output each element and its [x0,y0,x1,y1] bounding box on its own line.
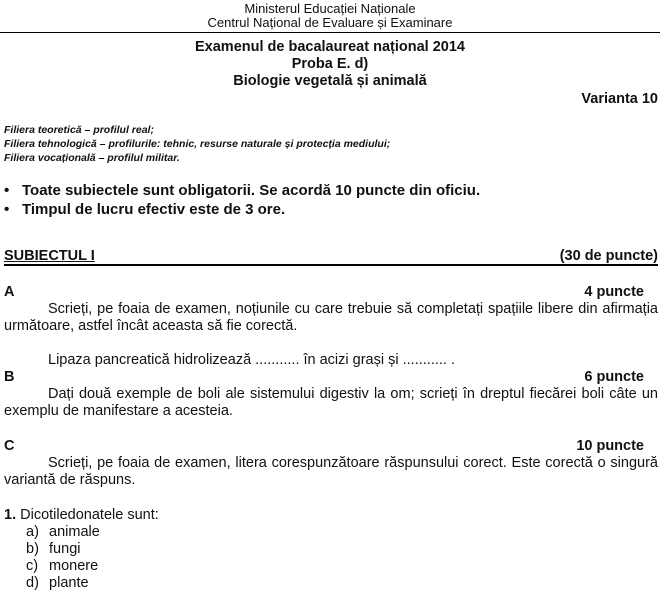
header-divider [0,32,660,33]
exam-subject: Biologie vegetală și animală [233,73,427,89]
section-a-statement: Lipaza pancreatică hidrolizează ........... în acizi grași și ........... . [48,352,455,368]
section-a-points: 4 puncte [584,284,644,300]
filiera-teoretica: Filiera teoretică – profilul real; [4,124,154,136]
option-text: fungi [49,541,81,557]
option-item [26,575,100,592]
subiect-heading [4,248,658,266]
option-item [26,524,100,541]
exam-proba: Proba E. d) [291,56,369,72]
option-letter: c) [26,558,39,574]
section-b-letter: B [4,369,15,385]
section-c-letter: C [4,438,15,454]
section-c-points: 10 puncte [576,438,644,454]
center-name: Centrul Național de Evaluare și Examinare [207,15,453,30]
option-letter: b) [26,541,39,557]
ministry-name: Ministerul Educației Naționale [244,1,416,16]
exam-rules [4,181,480,219]
option-text: plante [49,575,89,591]
question-1-options [26,524,100,592]
option-text: monere [49,558,99,574]
question-1 [4,507,159,523]
section-a-letter: A [4,284,15,300]
rule-item: • Timpul de lucru efectiv este de 3 ore. [4,200,480,219]
option-text: animale [49,524,100,540]
question-number: 1. [4,507,17,523]
option-item [26,558,100,575]
section-a-instruction: Scrieți, pe foaia de examen, noțiunile cu care trebuie să completați spațiile libere din afirmația următoare, astfel încât aceasta să fie corectă. [4,301,658,334]
exam-varianta: Varianta 10 [581,91,658,107]
option-letter: a) [26,524,39,540]
exam-title: Examenul de bacalaureat național 2014 [195,39,465,55]
option-letter: d) [26,575,39,591]
subiect-points: (30 de puncte) [559,248,658,264]
section-c-instruction: Scrieți, pe foaia de examen, litera corespunzătoare răspunsului corect. Este corectă o singură variantă de răspuns. [4,455,658,488]
subiect-title: SUBIECTUL I [4,248,95,264]
rule-item: • Toate subiectele sunt obligatorii. Se acordă 10 puncte din oficiu. [4,181,480,200]
option-item [26,541,100,558]
filiera-vocationala: Filiera vocațională – profilul militar. [4,152,180,164]
question-text: Dicotiledonatele sunt: [20,507,159,523]
section-b-points: 6 puncte [584,369,644,385]
filiera-tehnologica: Filiera tehnologică – profilurile: tehnic, resurse naturale și protecția mediului; [4,138,391,150]
section-b-instruction: Dați două exemple de boli ale sistemului digestiv la om; scrieți în dreptul fiecărei boli câte un exemplu de manifestare a acesteia. [4,386,658,419]
